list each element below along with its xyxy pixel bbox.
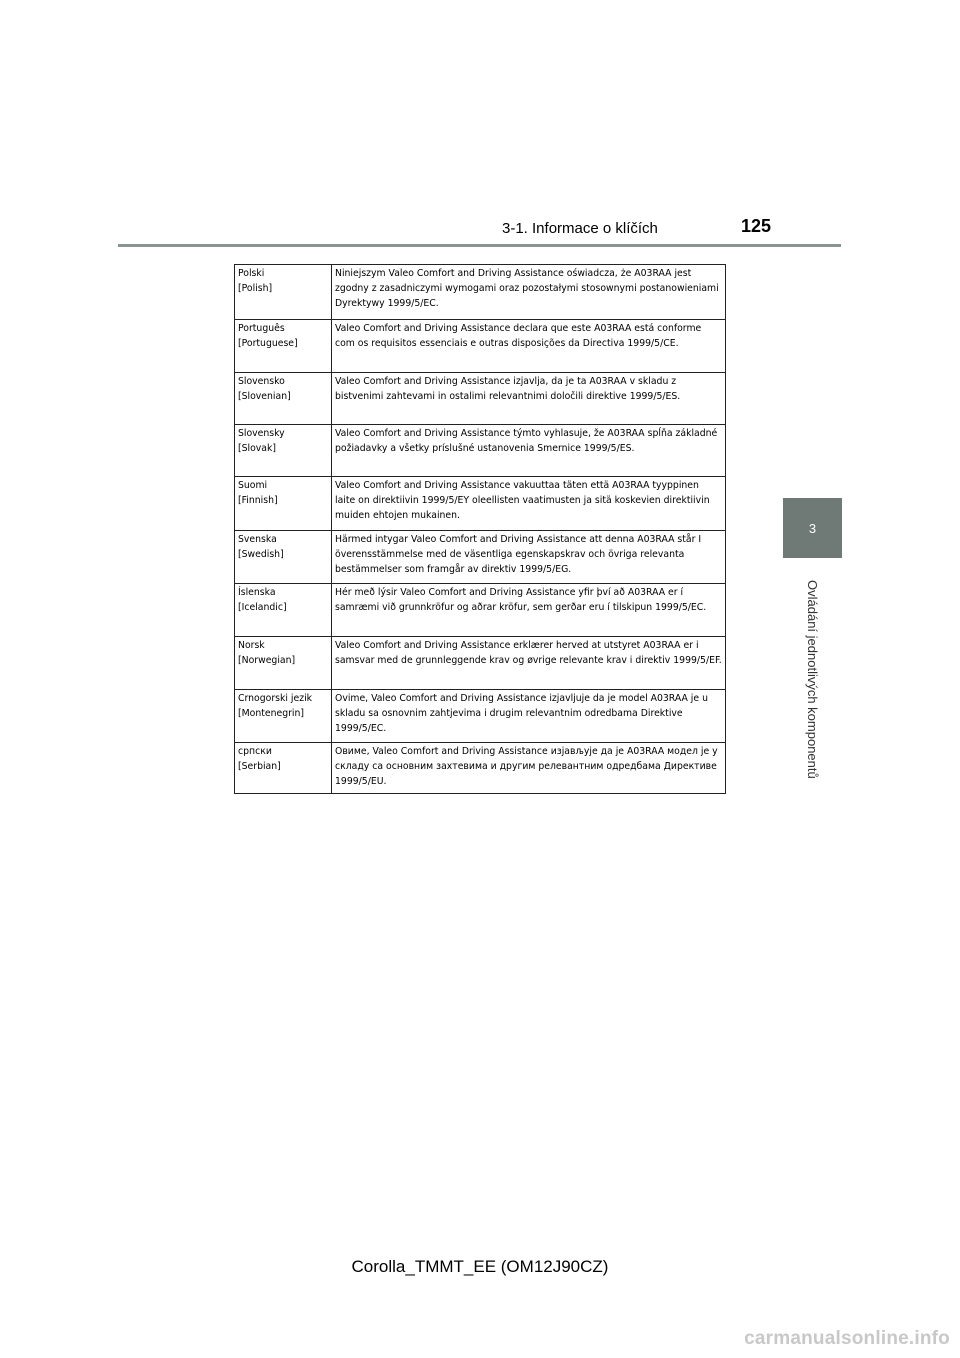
declaration-cell [332, 477, 726, 531]
chapter-title: Ovládání jednotlivých komponentů [805, 579, 820, 779]
declaration-cell [332, 425, 726, 477]
declaration-row [235, 637, 726, 690]
declaration-cell [332, 690, 726, 743]
language-cell [235, 584, 332, 637]
declaration-table [234, 264, 726, 794]
declaration-table-body [235, 265, 726, 794]
language-cell [235, 743, 332, 794]
language-name: Polski [238, 268, 265, 279]
language-cell [235, 373, 332, 425]
declaration-text: Valeo Comfort and Driving Assistance erklærer herved at utstyret A03RAA er i samsvar med de grunnleggende krav og øvrige relevante krav i direktiv 1999/5/EF. [335, 640, 722, 666]
language-name-english: [Portuguese] [238, 338, 298, 349]
language-name: Íslenska [238, 587, 276, 598]
language-name-english: [Serbian] [238, 761, 281, 772]
language-name: Suomi [238, 480, 268, 491]
declaration-row [235, 743, 726, 794]
language-cell [235, 477, 332, 531]
language-name-english: [Icelandic] [238, 602, 287, 613]
declaration-cell [332, 531, 726, 584]
language-name-english: [Slovak] [238, 443, 277, 454]
language-cell [235, 531, 332, 584]
chapter-number: 3 [808, 520, 817, 536]
language-cell [235, 637, 332, 690]
declaration-row [235, 320, 726, 373]
header-divider [118, 244, 841, 247]
section-title: 3-1. Informace o klíčích [502, 220, 658, 237]
declaration-text: Niniejszym Valeo Comfort and Driving Assistance oświadcza, że A03RAA jest zgodny z zasadniczymi wymogami oraz pozostałymi stosownymi postanowieniami Dyrektywy 1999/5/EC. [335, 268, 719, 309]
declaration-text: Valeo Comfort and Driving Assistance declara que este A03RAA está conforme com os requisitos essenciais e outras disposições da Directiva 1999/5/CE. [335, 323, 702, 349]
declaration-cell [332, 373, 726, 425]
language-name-english: [Finnish] [238, 495, 278, 506]
declaration-row [235, 584, 726, 637]
declaration-cell [332, 265, 726, 320]
declaration-cell [332, 320, 726, 373]
language-name: Svenska [238, 534, 277, 545]
declaration-row [235, 690, 726, 743]
language-cell [235, 690, 332, 743]
language-name: Crnogorski jezik [238, 693, 313, 704]
language-cell [235, 265, 332, 320]
declaration-cell [332, 584, 726, 637]
chapter-title-container [783, 565, 842, 793]
language-name-english: [Polish] [238, 283, 273, 294]
language-name-english: [Montenegrin] [238, 708, 305, 719]
declaration-text: Valeo Comfort and Driving Assistance izjavlja, da je ta A03RAA v skladu z bistvenimi zahtevami in ostalimi relevantnimi določili direktive 1999/5/ES. [335, 376, 681, 402]
declaration-cell [332, 743, 726, 794]
declaration-text: Valeo Comfort and Driving Assistance týmto vyhlasuje, že A03RAA spĺňa základné požiadavky a všetky príslušné ustanovenia Smernice 1999/5/ES. [335, 428, 718, 454]
language-name: српски [238, 746, 272, 757]
declaration-text: Valeo Comfort and Driving Assistance vakuuttaa täten että A03RAA tyyppinen laite on direktiivin 1999/5/EY oleellisten vaatimusten ja sitä koskevien direktiivin muiden ehtojen mukainen. [335, 480, 710, 521]
declaration-text: Овиме, Valeo Comfort and Driving Assistance изјављује да је A03RAA модел је у складу са основним захтевима и другим релевантним одредбама Директиве 1999/5/EU. [335, 746, 718, 787]
declaration-row [235, 531, 726, 584]
document-id: Corolla_TMMT_EE (OM12J90CZ) [351, 1257, 609, 1276]
declaration-row [235, 265, 726, 320]
watermark: carmanualsonline.info [744, 1328, 950, 1349]
declaration-text: Hér með lýsir Valeo Comfort and Driving Assistance yfir því að A03RAA er í samræmi við grunnkröfur og aðrar kröfur, sem gerðar eru í tilskipun 1999/5/EC. [335, 587, 707, 613]
declaration-row [235, 425, 726, 477]
declaration-text: Härmed intygar Valeo Comfort and Driving Assistance att denna A03RAA står I överensstämmelse med de väsentliga egenskapskrav och övriga relevanta bestämmelser som framgår av direktiv 1999/5/EG. [335, 534, 702, 575]
language-name-english: [Norwegian] [238, 655, 296, 666]
chapter-tab [783, 498, 842, 558]
language-name: Norsk [238, 640, 265, 651]
declaration-cell [332, 637, 726, 690]
language-name-english: [Swedish] [238, 549, 284, 560]
page-number: 125 [741, 216, 772, 236]
declaration-row [235, 477, 726, 531]
language-name: Português [238, 323, 285, 334]
language-cell [235, 320, 332, 373]
language-name: Slovensko [238, 376, 285, 387]
language-cell [235, 425, 332, 477]
language-name-english: [Slovenian] [238, 391, 291, 402]
language-name: Slovensky [238, 428, 285, 439]
declaration-text: Ovime, Valeo Comfort and Driving Assistance izjavljuje da je model A03RAA je u skladu sa osnovnim zahtjevima i drugim relevantnim odredbama Direktive 1999/5/EC. [335, 693, 708, 734]
declaration-row [235, 373, 726, 425]
